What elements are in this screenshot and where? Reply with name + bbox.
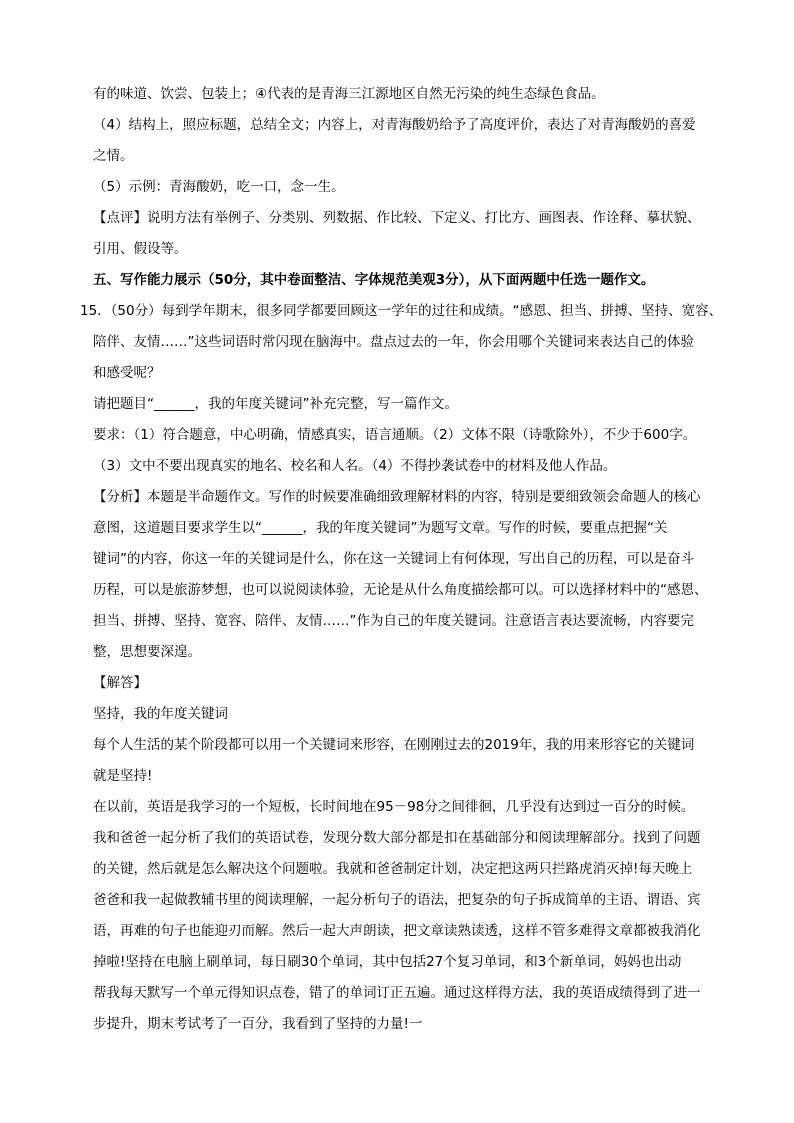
essay-paragraph-2-line-6: 掉啦!坚持在电脑上刷单词，每日刷30个单词，其中包括27个复习单词，和3个新单词，妈妈也出动 — [93, 954, 682, 970]
analysis-line-4: 历程，可以是旅游梦想，也可以说阅读体验，无论是从什么角度描绘都可以。可以选择材料中的“感恩、 — [93, 582, 708, 598]
question-15-line-2: 陪伴、友情……”这些词语时常闪现在脑海中。盘点过去的一年，你会用哪个关键词来表达自己的体验 — [93, 334, 694, 350]
analysis-line-6: 整，思想要深遑。 — [93, 644, 201, 660]
essay-paragraph-1-line-1: 每个人生活的某个阶段都可以用一个关键词来形容，在刚刚过去的2019年，我的用来形容它的关键词 — [93, 737, 695, 753]
answer-line-taste: 有的味道、饮尝、包装上；④代表的是青海三江源地区自然无污染的纯生态绿色食品。 — [93, 86, 605, 102]
answer-line-5-example: （5）示例：青海酸奶，吃一口，念一生。 — [93, 179, 345, 195]
answer-line-4-structure: （4）结构上，照应标题，总结全文；内容上，对青海酸奶给予了高度评价，表达了对青海酸奶的喜爱 — [93, 117, 696, 133]
essay-paragraph-1-line-2: 就是坚持! — [93, 768, 153, 784]
requirements-line-1: 要求：（1）符合题意，中心明确，情感真实，语言通顺。（2）文体不限（诗歌除外），不少于600字。 — [93, 427, 697, 443]
answer-line-4-cont: 之情。 — [93, 148, 134, 164]
comment-line-2: 引用、假设等。 — [93, 241, 188, 257]
essay-paragraph-2-line-8: 步提升，期末考试考了一百分，我看到了坚持的力量!一 — [93, 1016, 423, 1032]
essay-paragraph-2-line-7: 帮我每天默写一个单元得知识点卷，错了的单词订正五遍。通过这样得方法，我的英语成绩得到了进一 — [93, 985, 701, 1001]
essay-title: 坚持，我的年度关键词 — [93, 706, 228, 722]
essay-paragraph-2-line-3: 的关键，然后就是怎么解决这个问题啦。我就和爸爸制定计划，决定把这两只拦路虎消灭掉!每天晚上 — [93, 861, 693, 877]
section-heading: 五、写作能力展示（50分，其中卷面整洁、字体规范美观3分），从下面两题中任选一题作文。 — [93, 272, 655, 288]
comment-line-1: 【点评】说明方法有举例子、分类别、列数据、作比较、下定义、打比方、画图表、作诠释、摹状貌、 — [93, 210, 701, 226]
essay-paragraph-2-line-1: 在以前，英语是我学习的一个短板，长时间地在95－98分之间徘徊，几乎没有达到过一百分的时候。 — [93, 799, 695, 815]
question-15-line-1: 15．（50分）每到学年期末，很多同学都要回顾这一学年的过往和成绩。“感恩、担当、拼搏、坚持、宽容、 — [80, 303, 723, 319]
question-15-instruction: 请把题目“______，我的年度关键词”补充完整，写一篇作文。 — [93, 396, 458, 412]
requirements-line-2: （3）文中不要出现真实的地名、校名和人名。（4）不得抄袭试卷中的材料及他人作品。 — [93, 458, 617, 474]
essay-paragraph-2-line-4: 爸爸和我一起做教辅书里的阅读理解，一起分析句子的语法，把复杂的句子拆成简单的主语、谓语、宾 — [93, 892, 701, 908]
analysis-line-2: 意图，这道题目要求学生以“______，我的年度关键词”为题写文章。写作的时候，要重点把握“关 — [93, 520, 668, 536]
essay-paragraph-2-line-5: 语，再难的句子也能迎刃而解。然后一起大声朗读，把文章读熟读透，这样不管多难得文章都被我消化 — [93, 923, 701, 939]
analysis-line-5: 担当、拼搏、坚持、宽容、陪伴、友情……”作为自己的年度关键词。注意语言表达要流畅，内容要完 — [93, 613, 694, 629]
solution-label: 【解答】 — [93, 675, 147, 691]
analysis-line-1: 【分析】本题是半命题作文。写作的时候要准确细致理解材料的内容，特别是要细致领会命题人的核心 — [93, 489, 701, 505]
analysis-line-3: 键词”的内容，你这一年的关键词是什么，你在这一关键词上有何体现，写出自己的历程，可以是奋斗 — [93, 551, 694, 567]
question-15-line-3: 和感受呢？ — [93, 365, 161, 381]
essay-paragraph-2-line-2: 我和爸爸一起分析了我们的英语试卷，发现分数大部分都是扣在基础部分和阅读理解部分。找到了问题 — [93, 830, 701, 846]
